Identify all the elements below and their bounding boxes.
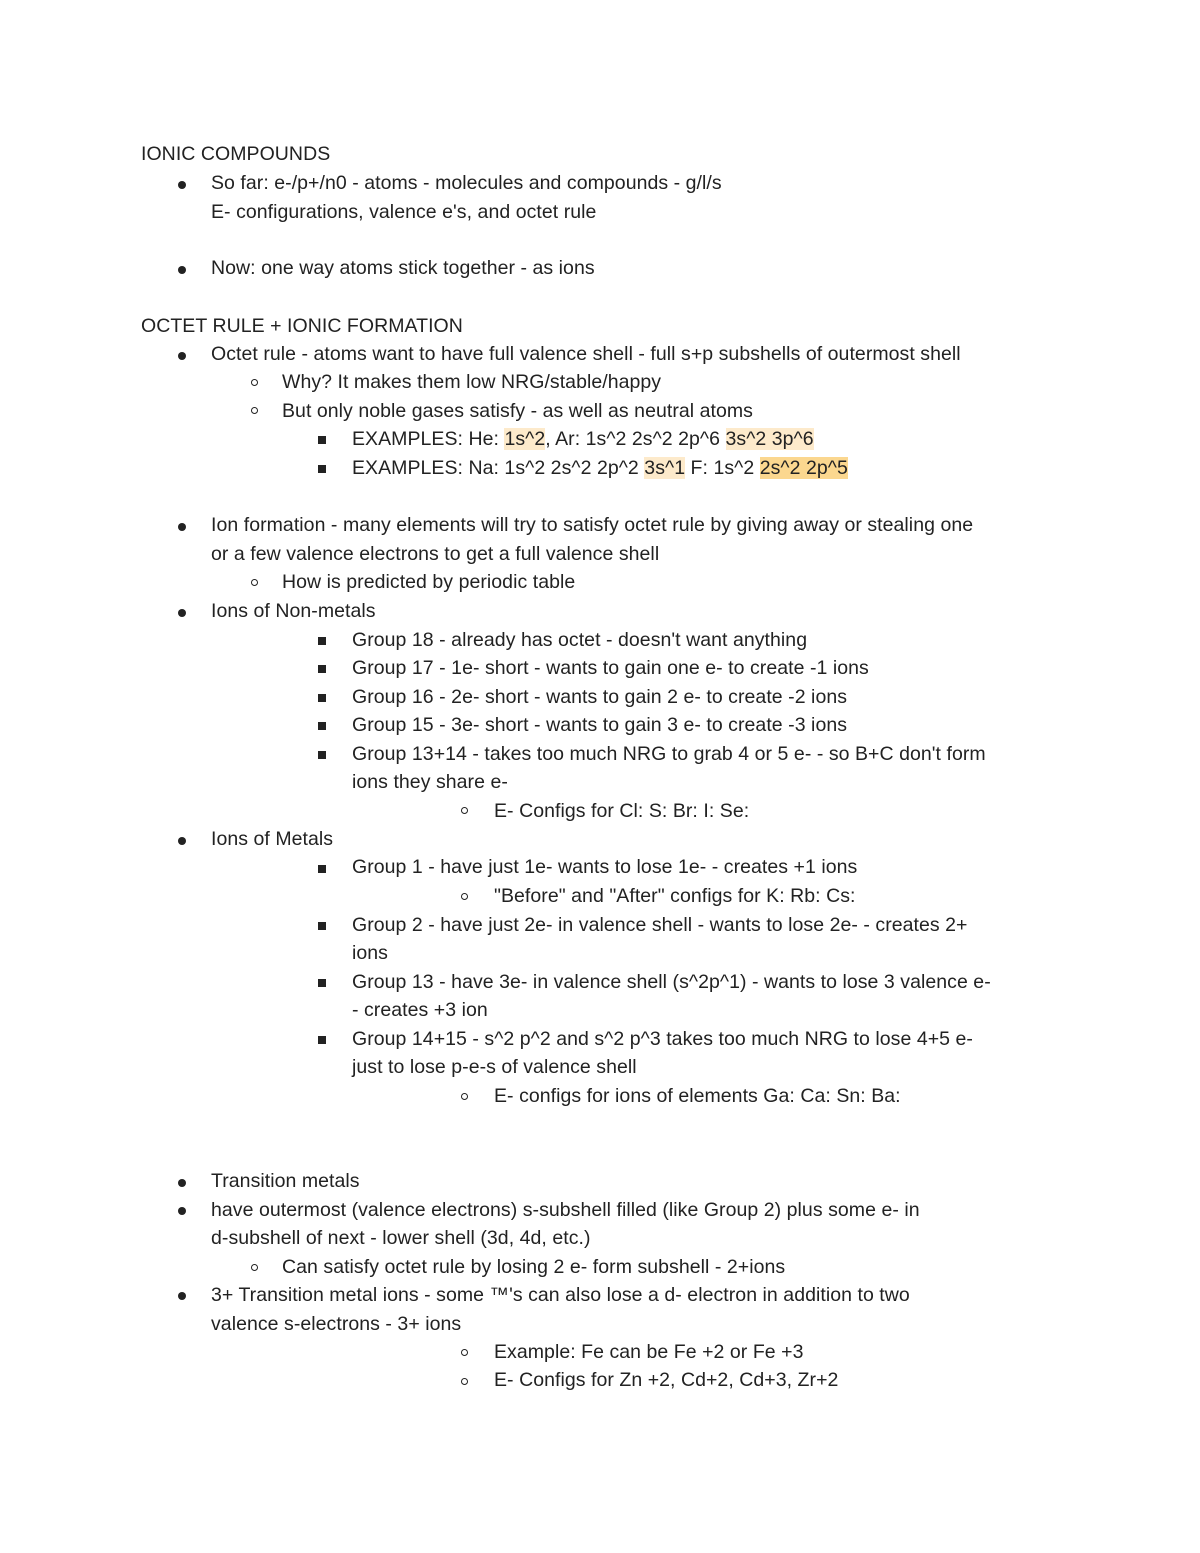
text-group-16: Group 16 - 2e- short - wants to gain 2 e- to create -2 ions [352, 686, 848, 708]
text-group-14-15: Group 14+15 - s^2 p^2 and s^2 p^3 takes too much NRG to lose 4+5 e- [352, 1028, 973, 1050]
bullet-square [318, 865, 326, 873]
text-can-satisfy: Can satisfy octet rule by losing 2 e- form subshell - 2+ions [282, 1256, 786, 1278]
bullet-circle [251, 379, 258, 386]
text-group-13-continued: - creates +3 ion [352, 999, 488, 1021]
text-group-13: Group 13 - have 3e- in valence shell (s^2p^1) - wants to lose 3 valence e- [352, 971, 991, 993]
text-so-far: So far: e-/p+/n0 - atoms - molecules and compounds - g/l/s [211, 172, 722, 194]
text-ion-formation-continued: or a few valence electrons to get a full valence shell [211, 543, 660, 565]
bullet-square [318, 637, 326, 645]
text-configs-metals: E- configs for ions of elements Ga: Ca: Sn: Ba: [494, 1085, 901, 1107]
text-transition-3plus-continued: valence s-electrons - 3+ ions [211, 1313, 462, 1335]
bullet-disc [178, 1179, 186, 1187]
text-group-13-14: Group 13+14 - takes too much NRG to grab 4 or 5 e- - so B+C don't form [352, 743, 986, 765]
text-why: Why? It makes them low NRG/stable/happy [282, 371, 662, 393]
bullet-disc [178, 837, 186, 845]
text-outermost: have outermost (valence electrons) s-subshell filled (like Group 2) plus some e- in [211, 1199, 920, 1221]
text-group-15: Group 15 - 3e- short - wants to gain 3 e- to create -3 ions [352, 714, 848, 736]
text-before-after: "Before" and "After" configs for K: Rb: Cs: [494, 885, 856, 907]
bullet-square [318, 436, 326, 444]
text-group-17: Group 17 - 1e- short - wants to gain one e- to create -1 ions [352, 657, 869, 679]
bullet-circle [251, 579, 258, 586]
text-ions-metals: Ions of Metals [211, 828, 334, 850]
text-outermost-continued: d-subshell of next - lower shell (3d, 4d, etc.) [211, 1227, 591, 1249]
bullet-disc [178, 1292, 186, 1300]
bullet-square [318, 751, 326, 759]
bullet-circle [251, 407, 258, 414]
bullet-square [318, 694, 326, 702]
text-configs-transition: E- Configs for Zn +2, Cd+2, Cd+3, Zr+2 [494, 1369, 839, 1391]
text-ion-formation: Ion formation - many elements will try to satisfy octet rule by giving away or stealing one [211, 514, 974, 536]
examples-ar-config: , Ar: 1s^2 2s^2 2p^6 [545, 428, 726, 450]
examples-f-config: F: 1s^2 [685, 457, 760, 479]
text-ions-non-metals: Ions of Non-metals [211, 600, 376, 622]
bullet-circle [461, 893, 468, 900]
text-group-13-14-continued: ions they share e- [352, 771, 508, 793]
text-group-2: Group 2 - have just 2e- in valence shell - wants to lose 2e- - creates 2+ [352, 914, 968, 936]
bullet-square [318, 979, 326, 987]
bullet-square [318, 465, 326, 473]
text-examples-na-f [352, 454, 848, 482]
text-group-18: Group 18 - already has octet - doesn't want anything [352, 629, 808, 651]
bullet-circle [461, 1093, 468, 1100]
examples-na-config: EXAMPLES: Na: 1s^2 2s^2 2p^2 [352, 457, 645, 479]
text-octet-rule: Octet rule - atoms want to have full valence shell - full s+p subshells of outermost shell [211, 343, 961, 365]
text-examples-he-ar [352, 425, 814, 453]
bullet-square [318, 722, 326, 730]
text-transition-3plus: 3+ Transition metal ions - some ™'s can also lose a d- electron in addition to two [211, 1284, 910, 1306]
examples-label: EXAMPLES: He: [352, 428, 505, 450]
bullet-disc [178, 181, 186, 189]
text-group-14-15-continued: just to lose p-e-s of valence shell [352, 1056, 637, 1078]
text-so-far-continued: E- configurations, valence e's, and octet rule [211, 201, 597, 223]
text-group-2-continued: ions [352, 942, 388, 964]
bullet-disc [178, 266, 186, 274]
bullet-square [318, 922, 326, 930]
text-but-only: But only noble gases satisfy - as well as neutral atoms [282, 400, 753, 422]
highlight-he: 1s^2 [504, 428, 546, 450]
bullet-disc [178, 352, 186, 360]
bullet-circle [461, 1349, 468, 1356]
bullet-square [318, 1036, 326, 1044]
text-configs-nonmetals: E- Configs for Cl: S: Br: I: Se: [494, 800, 750, 822]
bullet-disc [178, 609, 186, 617]
highlight-na: 3s^1 [644, 457, 686, 479]
text-transition-metals: Transition metals [211, 1170, 360, 1192]
text-now: Now: one way atoms stick together - as ions [211, 257, 595, 279]
bullet-circle [461, 1378, 468, 1385]
bullet-disc [178, 523, 186, 531]
bullet-square [318, 665, 326, 673]
text-how-predicted: How is predicted by periodic table [282, 571, 576, 593]
text-group-1: Group 1 - have just 1e- wants to lose 1e- - creates +1 ions [352, 856, 858, 878]
heading-ionic-compounds: IONIC COMPOUNDS [141, 143, 331, 165]
bullet-circle [251, 1264, 258, 1271]
bullet-circle [461, 807, 468, 814]
highlight-f: 2s^2 2p^5 [759, 457, 848, 479]
heading-octet-rule: OCTET RULE + IONIC FORMATION [141, 315, 463, 337]
bullet-disc [178, 1207, 186, 1215]
highlight-ar: 3s^2 3p^6 [725, 428, 814, 450]
text-example-fe: Example: Fe can be Fe +2 or Fe +3 [494, 1341, 804, 1363]
